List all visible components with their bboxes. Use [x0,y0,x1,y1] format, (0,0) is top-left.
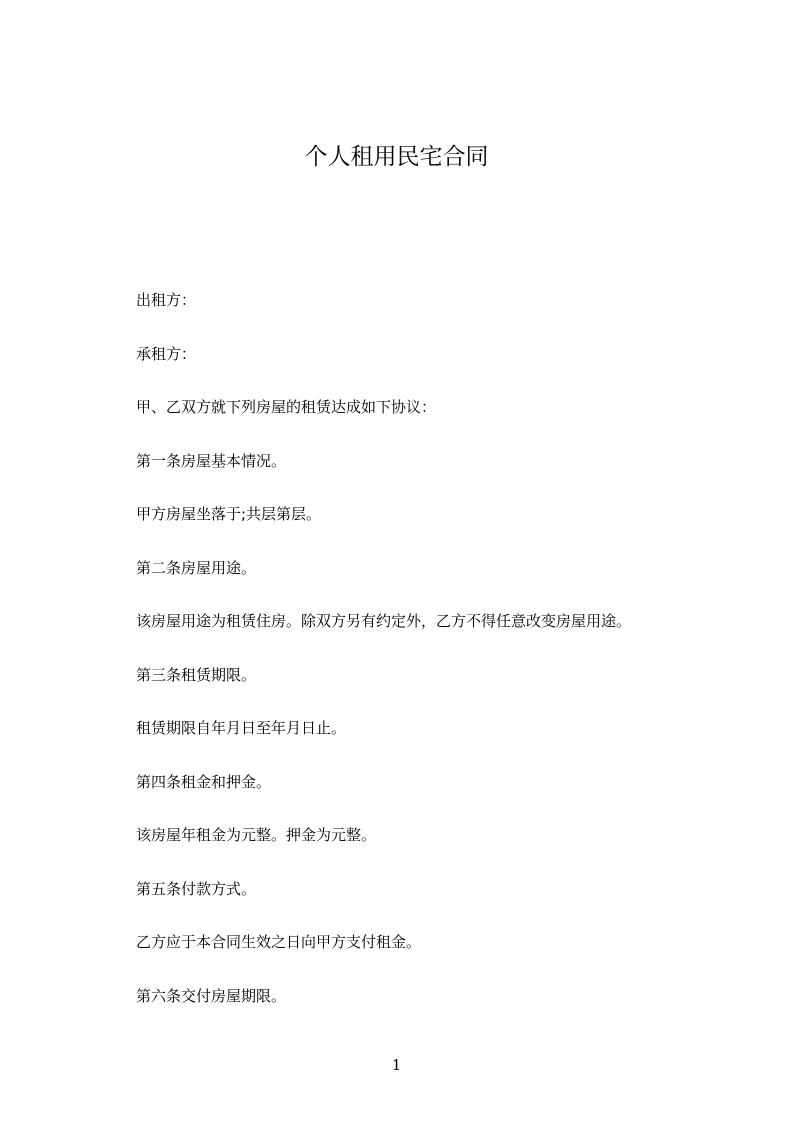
article-3-heading: 第三条租赁期限。 [136,665,257,684]
article-1-text: 甲方房屋坐落于;共层第层。 [136,505,322,523]
article-6-heading: 第六条交付房屋期限。 [136,986,287,1005]
article-4-heading: 第四条租金和押金。 [136,772,272,791]
article-3-text: 租赁期限自年月日至年月日止。 [136,719,347,737]
article-2-heading: 第二条房屋用途。 [136,558,257,577]
article-1-heading: 第一条房屋基本情况。 [136,451,287,470]
article-2-text: 该房屋用途为租赁住房。除双方另有约定外，乙方不得任意改变房屋用途。 [136,612,632,630]
agreement-intro-line: 甲、乙双方就下列房屋的租赁达成如下协议： [136,398,437,416]
contract-body [136,290,716,1039]
article-5-heading: 第五条付款方式。 [136,879,257,898]
document-title: 个人租用民宅合同 [304,144,489,170]
party-lessor-line: 出租方： [136,291,197,309]
page-number: 1 [391,1056,402,1074]
party-lessee-line: 承租方： [136,344,197,363]
article-4-text: 该房屋年租金为元整。押金为元整。 [136,826,377,844]
article-5-text: 乙方应于本合同生效之日向甲方支付租金。 [136,933,422,951]
